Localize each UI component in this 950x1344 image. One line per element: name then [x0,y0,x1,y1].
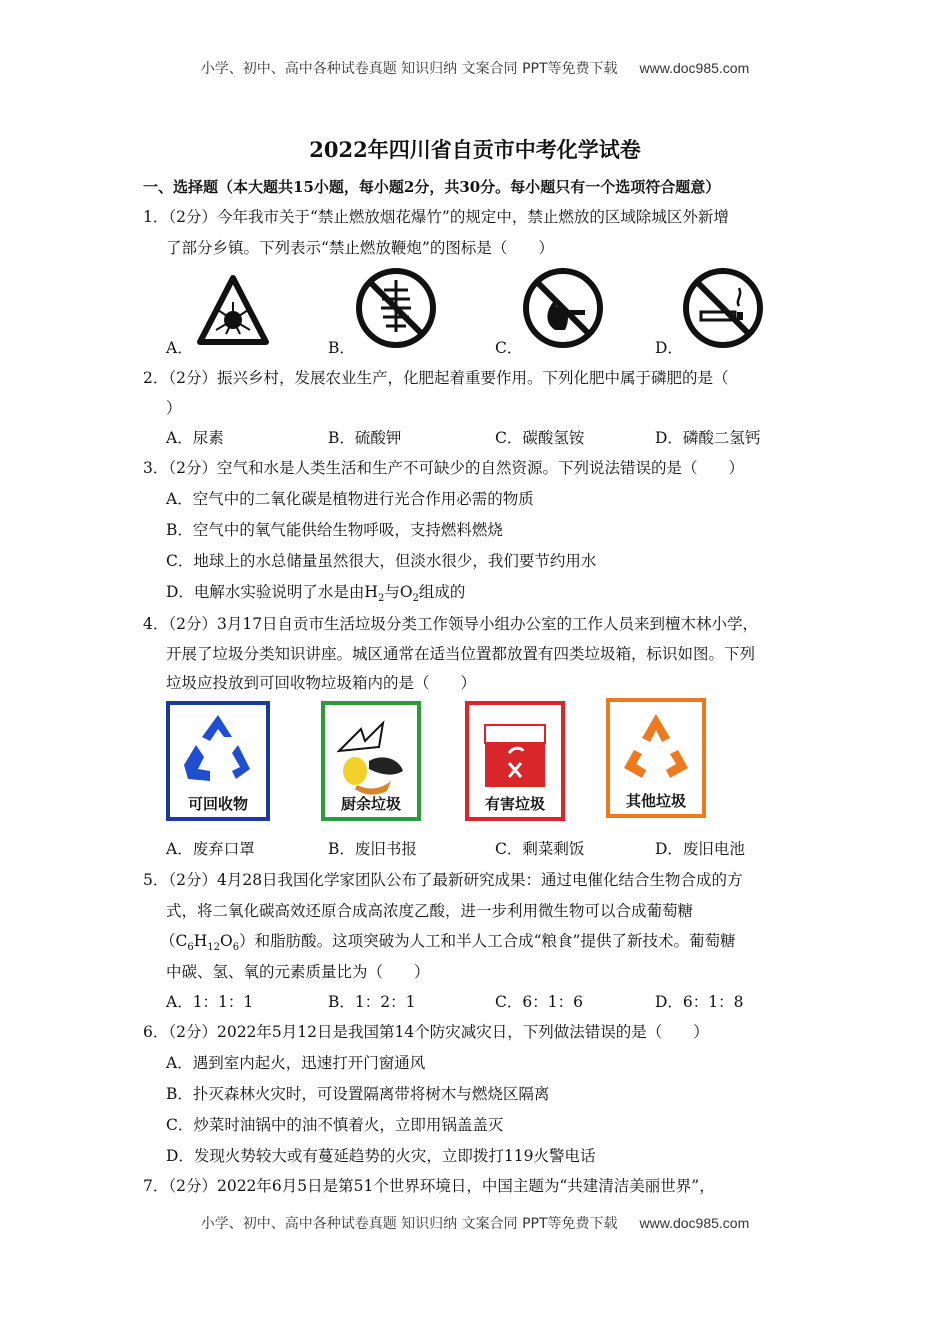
page-title: 2022年四川省自贡市中考化学试卷 [309,137,641,162]
no-fireworks-icon [354,266,438,350]
q7-line1: 7．（2分）2022年6月5日是第51个世界环境日，中国主题为“共建清洁美丽世界”， [143,1177,715,1195]
footer-banner [0,1213,950,1233]
hazardous-icon [465,701,565,821]
bin-label-kitchen: 厨余垃圾 [340,795,402,813]
q5-line4: 中碳、氢、氧的元素质量比为（ ） [166,963,430,981]
footer-url[interactable]: www.doc985.com [639,1215,750,1231]
q2-option-d[interactable]: D．磷酸二氢钙 [655,429,761,447]
q6-option-b[interactable]: B．扑灭森林火灾时，可设置隔离带将树木与燃烧区隔离 [166,1085,550,1103]
q1-line1: 1．（2分）今年我市关于“禁止燃放烟花爆竹”的规定中，禁止燃放的区域除城区外新增 [143,208,729,226]
q3-option-b[interactable]: B．空气中的氧气能供给生物呼吸，支持燃料燃烧 [166,521,503,539]
kitchen-bin-sign [321,701,421,821]
q5-l3-text3: O [220,932,233,950]
other-waste-icon [606,698,706,818]
q6-option-d[interactable]: D．发现火势较大或有蔓延趋势的火灾，立即拨打119火警电话 [166,1147,596,1165]
q3-option-d[interactable] [166,580,465,604]
section-heading: 一、选择题（本大题共15小题，每小题2分，共30分。每小题只有一个选项符合题意） [143,178,721,196]
q5-option-b[interactable]: B．1：2：1 [328,993,416,1011]
q4-line1: 4．（2分）3月17日自贡市生活垃圾分类工作领导小组办公室的工作人员来到檀木林小学， [143,615,759,633]
q1-line2: 了部分乡镇。下列表示“禁止燃放鞭炮”的图标是（ ） [166,239,554,257]
q2-option-a[interactable]: A．尿素 [166,429,224,447]
q1-option-a[interactable]: A． [166,339,193,357]
other-bin-sign [606,698,706,818]
recycle-icon [166,701,270,821]
header-text: 小学、初中、高中各种试卷真题 知识归纳 文案合同 PPT等免费下载 [200,61,618,77]
q3-line1: 3．（2分）空气和水是人类生活和生产不可缺少的自然资源。下列说法错误的是（ ） [143,459,744,477]
food-waste-icon [321,701,421,821]
q4-option-a[interactable]: A．废弃口罩 [166,840,255,858]
footer-text: 小学、初中、高中各种试卷真题 知识归纳 文案合同 PPT等免费下载 [200,1216,618,1232]
hazardous-bin-sign [465,701,565,821]
no-open-flame-icon [521,266,605,350]
q1-option-b[interactable]: B． [328,339,355,357]
q6-option-a[interactable]: A．遇到室内起火，迅速打开门窗通风 [166,1054,426,1072]
bin-label-hazardous: 有害垃圾 [484,795,546,813]
q5-l3-text1: （C [160,932,188,950]
q5-line1: 5．（2分）4月28日我国化学家团队公布了最新研究成果：通过电催化结合生物合成的方 [143,871,743,889]
header-banner [0,58,950,78]
no-smoking-icon [681,266,765,350]
q2-line1: 2．（2分）振兴乡村，发展农业生产，化肥起着重要作用。下列化肥中属于磷肥的是（ [143,369,729,387]
q3-d-sub2: 2 [412,593,419,605]
q3-d-text3: 组成的 [418,583,466,601]
q3-option-c[interactable]: C．地球上的水总储量虽然很大，但淡水很少，我们要节约用水 [166,552,597,570]
q3-option-a[interactable]: A．空气中的二氧化碳是植物进行光合作用必需的物质 [166,490,534,508]
q5-line2: 式，将二氧化碳高效还原合成高浓度乙酸，进一步利用微生物可以合成葡萄糖 [166,902,694,920]
bin-label-other: 其他垃圾 [625,792,687,810]
recyclable-bin-sign [166,701,270,821]
q3-d-text1: D．电解水实验说明了水是由H [166,583,378,601]
q4-line3: 垃圾应投放到可回收物垃圾箱内的是（ ） [166,674,477,692]
q5-l3-sub2: 12 [207,942,221,954]
q3-d-text2: 与O [384,583,413,601]
q5-option-c[interactable]: C．6：1：6 [495,993,583,1011]
bin-label-recyclable: 可回收物 [187,795,249,813]
q6-option-c[interactable]: C．炒菜时油锅中的油不慎着火，立即用锅盖盖灭 [166,1116,504,1134]
header-url[interactable]: www.doc985.com [639,60,750,76]
q1-option-c[interactable]: C． [495,339,523,357]
q5-line3 [160,929,735,953]
q4-option-c[interactable]: C．剩菜剩饭 [495,840,585,858]
q5-l3-text2: H [193,932,208,950]
q4-line2: 开展了垃圾分类知识讲座。城区通常在适当位置都放置有四类垃圾箱，标识如图。下列 [166,645,756,663]
q2-option-c[interactable]: C．碳酸氢铵 [495,429,585,447]
q2-line2: ） [166,399,182,417]
q5-option-d[interactable]: D．6：1：8 [655,993,744,1011]
q5-l3-text4: ）和脂肪酸。这项突破为人工和半人工合成“粮食”提供了新技术。葡萄糖 [239,932,736,950]
q4-option-b[interactable]: B．废旧书报 [328,840,417,858]
q5-option-a[interactable]: A．1：1：1 [166,993,254,1011]
q5-l3-sub1: 6 [187,942,194,954]
q2-option-b[interactable]: B．硫酸钾 [328,429,402,447]
q4-option-d[interactable]: D．废旧电池 [655,840,745,858]
explosive-warning-icon [196,272,270,350]
q3-d-sub1: 2 [377,593,385,605]
q5-l3-sub3: 6 [232,942,240,954]
q1-option-d[interactable]: D． [655,339,683,357]
q6-line1: 6．（2分）2022年5月12日是我国第14个防灾减灾日，下列做法错误的是（ ） [143,1023,709,1041]
